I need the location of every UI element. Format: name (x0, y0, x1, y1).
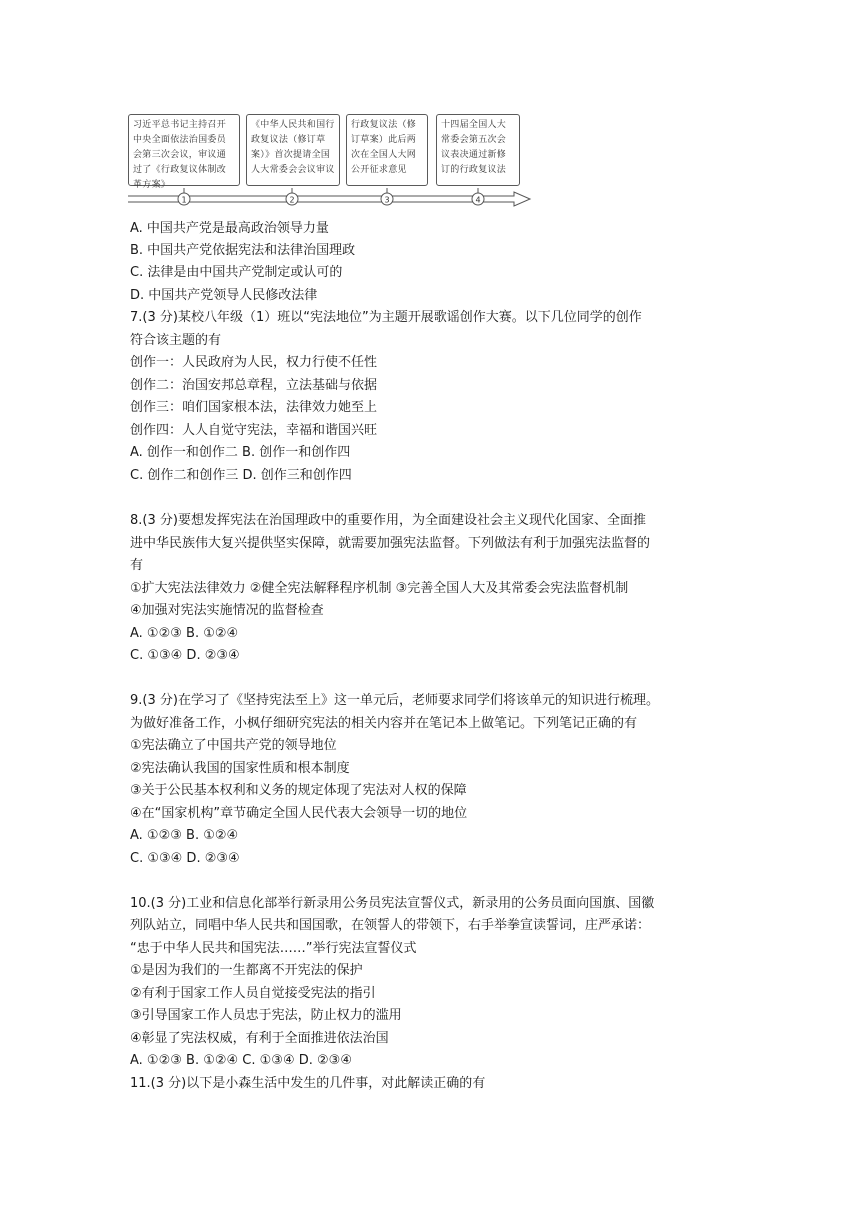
q9-options-ab: A. ①②③ B. ①②④ (130, 828, 239, 843)
q8-items-line-2: ④加强对宪法实施情况的监督检查 (130, 603, 324, 618)
q8-stem-line-1: 8.(3 分)要想发挥宪法在治国理政中的重要作用，为全面建设社会主义现代化国家、全面推 (130, 513, 646, 528)
timeline-figure (128, 110, 538, 210)
q10-item-3: ③引导国家工作人员忠于宪法，防止权力的滥用 (130, 1008, 402, 1023)
q10-stem-line-3: “忠于中华人民共和国宪法……”举行宪法宣誓仪式 (130, 941, 417, 956)
q9-item-4: ④在“国家机构”章节确定全国人民代表大会领导一切的地位 (130, 806, 468, 821)
q9-item-3: ③关于公民基本权利和义务的规定体现了宪法对人权的保障 (130, 783, 467, 798)
q9-item-2: ②宪法确认我国的国家性质和根本制度 (130, 761, 350, 776)
q7-item-1: 创作一：人民政府为人民，权力行使不任性 (130, 355, 378, 370)
q6-option-d: D. 中国共产党领导人民修改法律 (130, 288, 318, 303)
q8-stem-line-3: 有 (130, 558, 144, 573)
q7-item-4: 创作四：人人自觉守宪法，幸福和谐国兴旺 (130, 423, 378, 438)
q10-item-4: ④彰显了宪法权威，有利于全面推进依法治国 (130, 1031, 389, 1046)
q11-stem-line-1: 11.(3 分)以下是小森生活中发生的几件事，对此解读正确的有 (130, 1076, 486, 1091)
q8-items-line-1: ①扩大宪法法律效力 ②健全宪法解释程序机制 ③完善全国人大及其常委会宪法监督机制 (130, 581, 629, 596)
timeline-node-4 (472, 193, 484, 205)
q9-stem-line-2: 为做好准备工作，小枫仔细研究宪法的相关内容并在笔记本上做笔记。下列笔记正确的有 (130, 716, 638, 731)
timeline-arrow (128, 188, 538, 210)
timeline-node-1 (178, 193, 190, 205)
timeline-node-1-label: 1 (181, 195, 187, 205)
timeline-node-4-label: 4 (475, 195, 481, 205)
q7-stem-line-2: 符合该主题的有 (130, 333, 222, 348)
q8-options-ab: A. ①②③ B. ①②④ (130, 626, 239, 641)
q6-option-b: B. 中国共产党依据宪法和法律治国理政 (130, 243, 356, 258)
q7-options-ab: A. 创作一和创作二 B. 创作一和创作四 (130, 445, 351, 460)
q7-item-2: 创作二：治国安邦总章程，立法基础与依据 (130, 378, 378, 393)
q9-item-1: ①宪法确立了中国共产党的领导地位 (130, 738, 337, 753)
q6-option-c: C. 法律是由中国共产党制定或认可的 (130, 265, 343, 280)
timeline-node-3 (381, 193, 393, 205)
timeline-step-2-box: 《中华人民共和国行政复议法（修订草案）》首次提请全国人大常委会会议审议 (246, 114, 340, 186)
q10-stem-line-2: 列队站立，同唱中华人民共和国国歌，在领誓人的带领下，右手举拳宣读誓词，庄严承诺： (130, 918, 651, 933)
timeline-step-4-box: 十四届全国人大常委会第五次会议表决通过新修订的行政复议法 (436, 114, 520, 186)
q10-item-2: ②有利于国家工作人员自觉接受宪法的指引 (130, 986, 376, 1001)
timeline-node-2 (286, 193, 298, 205)
q6-option-a: A. 中国共产党是最高政治领导力量 (130, 221, 329, 236)
timeline-step-1-box: 习近平总书记主持召开中央全面依法治国委员会第三次会议，审议通过了《行政复议体制改革方案》 (128, 114, 240, 186)
q9-options-cd: C. ①③④ D. ②③④ (130, 851, 240, 866)
q10-item-1: ①是因为我们的一生都离不开宪法的保护 (130, 963, 363, 978)
q9-stem-line-1: 9.(3 分)在学习了《坚持宪法至上》这一单元后，老师要求同学们将该单元的知识进行梳理。 (130, 693, 659, 708)
q7-stem-line-1: 7.(3 分)某校八年级（1）班以“宪法地位”为主题开展歌谣创作大赛。以下几位同学的创作 (130, 310, 642, 325)
q8-stem-line-2: 进中华民族伟大复兴提供坚实保障，就需要加强宪法监督。下列做法有利于加强宪法监督的 (130, 536, 651, 551)
q7-options-cd: C. 创作二和创作三 D. 创作三和创作四 (130, 468, 352, 483)
q10-options: A. ①②③ B. ①②④ C. ①③④ D. ②③④ (130, 1053, 352, 1068)
timeline-node-3-label: 3 (384, 195, 390, 205)
q10-stem-line-1: 10.(3 分)工业和信息化部举行新录用公务员宪法宣誓仪式，新录用的公务员面向国旗、国徽 (130, 896, 655, 911)
q7-item-3: 创作三：咱们国家根本法，法律效力她至上 (130, 400, 378, 415)
q8-options-cd: C. ①③④ D. ②③④ (130, 648, 240, 663)
timeline-step-3-box: 行政复议法（修订草案）此后两次在全国人大网公开征求意见 (346, 114, 428, 186)
timeline-node-2-label: 2 (289, 195, 295, 205)
